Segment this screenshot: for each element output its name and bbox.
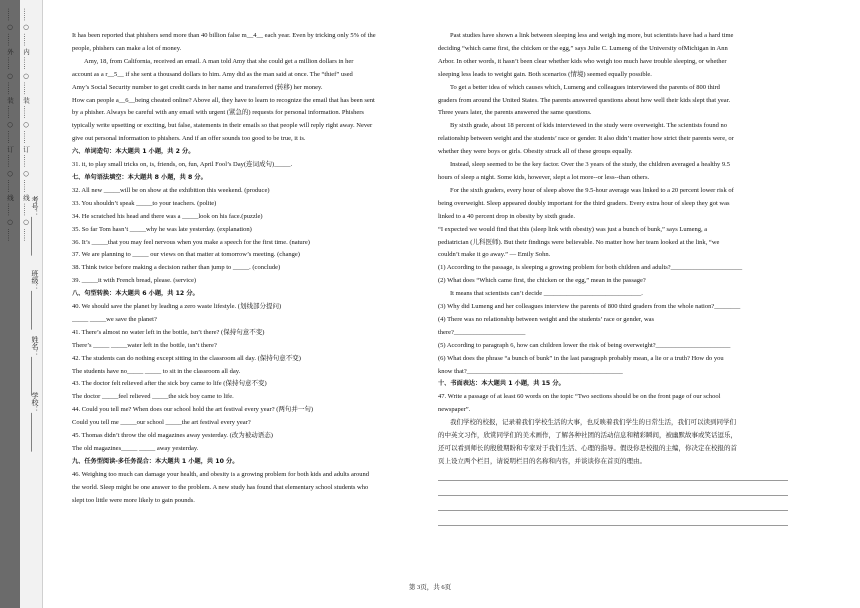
label-number: 考号：___________ (31, 196, 39, 256)
right-line: hours of sleep a night. Some kids, however, slept a lot more--or less--than others. (438, 173, 650, 181)
right-line: (4) There was no relationship between weight and the students’ race or gender, was (438, 315, 655, 323)
left-line: slept too little were more likely to gain pounds. (72, 496, 195, 504)
right-line: By sixth grade, about 18 percent of kids interviewed in the study were overweight. The scientists found no (450, 122, 727, 130)
left-line: 43. The doctor felt relieved after the sick boy came to life (保持句意不变) (72, 380, 267, 388)
right-line: linked to a 40 percent drop in obesity by sixth grade. (438, 212, 576, 220)
left-line: 46. Weighing too much can damage your health, and obesity is a growing problem for both kids and adults around (72, 470, 370, 478)
label-class: 班级：___________ (31, 270, 39, 330)
right-line: being overweight. Sleep appeared doubly important for the third graders. Every extra hour of sleep they got was (438, 199, 730, 207)
left-line: 36. It’s _____that you may feel nervous when you make a speech for the first time. (nature) (72, 238, 310, 246)
left-line: 41. There’s almost no water left in the bottle, isn’t there? (保持句意不变) (72, 328, 265, 336)
right-line: sleeping less leads to weight gain. Both scenarios (情境) seemed equally possible. (438, 70, 652, 78)
answer-line[interactable] (438, 514, 788, 526)
left-line: Amy’s Social Security number to get credit cards in her name and transferred (转移) her money. (72, 83, 323, 91)
left-line: 六、单词造句：本大题共 1 小题，共 2 分。 (72, 148, 195, 156)
left-line: people, phishers can make a lot of money. (72, 44, 182, 52)
left-line: It has been reported that phishers send more than 40 billion false m__4__ each year. Even by tricking only 5% of the (72, 32, 376, 39)
label-school: 学校：___________ (31, 392, 39, 452)
left-line: 44. Could you tell me? When does our school hold the art festival every year? (两句并一句) (72, 406, 314, 414)
right-line: 47. Write a passage of at least 60 words on the topic “Two sections should be on the front page of our school (438, 393, 721, 401)
left-line: 九、任务型阅读-多任务混合：本大题共 1 小题，共 10 分。 (72, 457, 239, 465)
right-line: newspaper”. (438, 406, 471, 414)
left-line: typically write upsetting or exciting, but false, statements in their emails so that people will reply right away. Never (72, 122, 373, 130)
outer-binding-dots: …… ○ …… 外 …… ○ …… 装 …… ○ …… 订 …… ○ …… 线 …… ○ …… (6, 8, 14, 242)
left-line: 37. We are planning to _____ our views on that matter at tomorrow’s meeting. (change) (72, 251, 300, 259)
right-line: (3) Why did Lumeng and her colleagues interview the parents of 800 third graders from the whole nation?________ (438, 303, 741, 311)
binding-gutter-dark (0, 0, 20, 608)
right-line: Arbor. In other words, it hasn’t been clear whether kids who weigh too much have trouble sleeping, or whether (438, 57, 727, 65)
label-name: 姓名：___________ (31, 336, 39, 396)
right-line: To get a better idea of which causes which, Lumeng and colleagues interviewed the parents of 800 third (450, 83, 720, 91)
right-line: 十、书面表达：本大题共 1 小题，共 15 分。 (438, 380, 565, 388)
left-line: 40. We should save the planet by leading a zero waste lifestyle. (划线部分提问) (72, 303, 282, 311)
right-line: (5) According to paragraph 6, how can children lower the risk of being overweight?_______________________ (438, 341, 731, 349)
left-line: 八、句型转换：本大题共 6 小题，共 12 分。 (72, 290, 199, 298)
right-line: 还可以看到师长的殷殷期盼和专家对于我们生活、心理的指导。假设你是校报的主编，你决定在校报的首 (438, 445, 737, 452)
answer-line[interactable] (438, 499, 788, 511)
page-footer: 第 3页，共 6页 (408, 584, 452, 591)
left-line: Amy, 18, from California, received an email. A man told Amy that she could get a million dollars in her (84, 57, 354, 65)
right-line: For the sixth graders, every hour of sleep above the 9.5-hour average was linked to a 20 percent lower risk of (450, 186, 734, 194)
left-line: How can people a__6__being cheated online? Above all, they have to learn to recognize the email that has been sent (72, 96, 375, 104)
right-line: “I expected we would find that this (sleep link with obesity) was just a bunch of bunk,” says Lumeng, a (438, 225, 708, 233)
right-line: (2) What does “Which came first, the chicken or the egg,” mean in the passage? (438, 277, 646, 285)
right-line: (6) What does the phrase “a bunch of bunk” in the last paragraph probably mean, a lie or a truth? How do you (438, 354, 724, 362)
left-line: _____ _____we save the planet? (72, 315, 157, 323)
right-line: Instead, sleep seemed to be the key factor. Over the 3 years of the study, the children averaged a healthy 9.5 (450, 161, 731, 169)
left-line: 42. The students can do nothing except sitting in the classroom all day. (保持句意不变) (72, 354, 301, 362)
right-line: It means that scientists can’t decide ______________________________. (450, 290, 643, 298)
left-line: 32. All new _____will be on show at the exhibition this weekend. (produce) (72, 186, 270, 194)
right-line: relationship between weight and the students’ race or gender. It also didn’t matter how strict their parents were, or (438, 135, 734, 143)
left-line: The students have no_____ _____ to sit in the classroom all day. (72, 367, 241, 375)
left-line: 35. So far Tom hasn’t _____why he was late yesterday. (explanation) (72, 225, 252, 233)
left-line: 34. He scratched his head and there was a _____look on his face.(puzzle) (72, 212, 263, 220)
left-column (72, 30, 424, 508)
left-line: 31. it, to play small tricks on, is, friends, on, fun, April Fool’s Day(连词成句)_____. (72, 161, 293, 169)
right-line: (1) According to the passage, is sleeping a growing problem for both children and adults?______________________ (438, 264, 743, 272)
right-line: know that?________________________________________________ (438, 367, 623, 375)
left-line: account as a r__5__ if she sent a thousand dollars to him. Amy did as the man said at once. The “thief” used (72, 70, 353, 78)
left-line: The old magazines_____ _____ away yesterday. (72, 445, 199, 452)
right-line: there?______________________ (438, 328, 526, 336)
left-line: by a phisher. Always be careful with any email with urgent (紧急的) requests for personal information. Phishers (72, 109, 364, 117)
right-column (438, 30, 788, 529)
right-line: graders from around the United States. The parents answered questions about how well their kids slept that year. (438, 96, 731, 104)
left-line: There’s _____ _____water left in the bottle, isn’t there? (72, 341, 217, 349)
left-line: 45. Thomas didn’t throw the old magazines away yesterday. (改为被动语态) (72, 432, 273, 440)
right-line: deciding “which came first, the chicken or the egg,” says Julie C. Lumeng of the University ofMichigan in Ann (438, 44, 728, 52)
right-line: pediatrician (儿科医师). But their findings were believable. No matter how her team looked at the link, “we (438, 238, 720, 246)
left-line: 33. You shouldn’t speak _____to your teachers. (polite) (72, 199, 217, 207)
right-line: whether they were boys or girls. Obesity struck all of these groups equally. (438, 148, 633, 156)
right-line: 我们学校的校报，记录着我们学校生活的大事，也反映着我们学生的日常生活，我们可以读到同学们 (450, 419, 736, 427)
right-line: 的中英文习作，欣赏同学们的美术画作，了解各种社团的活动信息和精彩瞬间，被幽默故事或笑话逗乐， (438, 432, 737, 440)
left-line: 39. _____it with French bread, please. (service) (72, 277, 197, 285)
left-line: The doctor _____feel relieved _____the sick boy came to life. (72, 393, 234, 401)
right-line: Three years later, the parents answered the same questions. (438, 109, 592, 117)
answer-line[interactable] (438, 469, 788, 481)
left-line: give out personal information to phishers. And if an offer sounds too good to be true, it is. (72, 135, 306, 143)
left-line: 七、单句语法填空：本大题共 8 小题，共 8 分。 (72, 173, 207, 181)
left-line: the world. Sleep might be one answer to the problem. A new study has found that elementary school students who (72, 483, 369, 491)
right-line: Past studies have shown a link between sleeping less and weigh ing more, but scientists have had a hard time (450, 32, 734, 39)
inner-binding-dots: …… ○ …… 内 …… ○ …… 装 …… ○ …… 订 …… ○ …… 线 …… ○ …… (22, 8, 30, 242)
left-line: 38. Think twice before making a decision rather than jump to _____. (conclude) (72, 264, 281, 272)
left-line: Could you tell me _____our school _____the art festival every year? (72, 419, 251, 427)
right-line: 页上设立两个栏目，请说明栏目的名称和内容，并谈谈你在首页的理由。 (438, 457, 646, 465)
answer-line[interactable] (438, 484, 788, 496)
right-line: couldn’t make it go away.” — Emily Sohn. (438, 251, 551, 259)
